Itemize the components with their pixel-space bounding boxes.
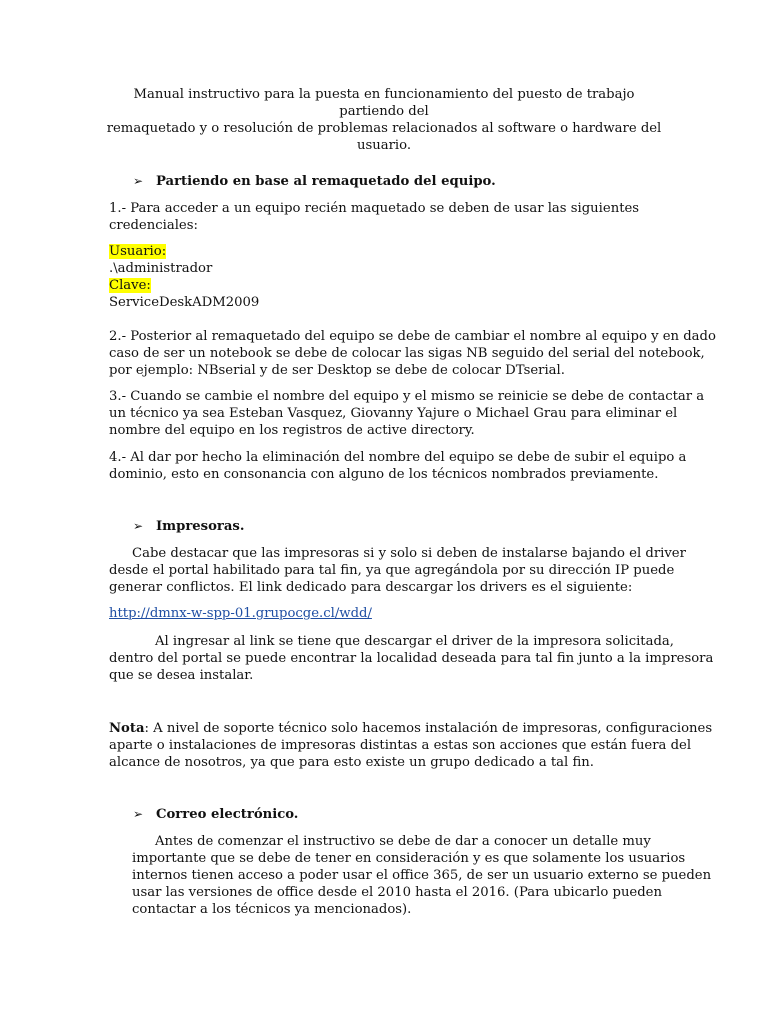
clave-label: Clave: [109, 278, 151, 293]
step-3-paragraph: 3.- Cuando se cambie el nombre del equipo y el mismo se reinicie se debe de contactar a un técnico ya sea Esteban Vasquez, Giovanny Yajure o Michael Grau para eliminar el nombre del equipo en los registros de active directory. [109, 389, 705, 438]
title-line: usuario. [356, 138, 412, 153]
arrow-bullet-icon: ➢ [133, 807, 144, 821]
step-4-paragraph: 4.- Al dar por hecho la eliminación del nombre del equipo se debe de subir el equipo a dominio, esto en consonancia con alguno de los técnicos nombrados previamente. [109, 450, 687, 482]
nota-paragraph: Nota: A nivel de soporte técnico solo hacemos instalación de impresoras, configuraciones aparte o instalaciones de impresoras distintas a estas son acciones que están fuera del alcance de nosotros, ya que para esto existe un grupo dedicado a tal fin. [109, 721, 713, 770]
driver-link-line [109, 605, 372, 622]
section-heading-correo: Correo electrónico. [156, 807, 299, 822]
impresoras-paragraph: Cabe destacar que las impresoras si y solo si deben de instalarse bajando el driver desde el portal habilitado para tal fin, ya que agregándola por su dirección IP puede generar conflictos. El link dedicado para descargar los drivers es el siguiente: [109, 546, 686, 595]
credentials-block [109, 243, 259, 311]
title-line: remaquetado y o resolución de problemas relacionados al software o hardware del [106, 121, 662, 136]
arrow-bullet-icon: ➢ [133, 174, 144, 188]
usuario-label: Usuario: [109, 244, 167, 259]
section-heading-remaquetado: Partiendo en base al remaquetado del equipo. [156, 174, 496, 189]
nota-label: Nota [109, 721, 145, 736]
usuario-value: .\administrador [109, 261, 213, 276]
arrow-bullet-icon: ➢ [133, 519, 144, 533]
step-1-paragraph: 1.- Para acceder a un equipo recién maquetado se deben de usar las siguientes credenciales: [109, 201, 640, 233]
step-2-paragraph: 2.- Posterior al remaquetado del equipo se debe de cambiar el nombre al equipo y en dado caso de ser un notebook se debe de colocar las sigas NB seguido del serial del notebook, por ejemplo: NBserial y de ser Desktop se debe de colocar DTserial. [109, 329, 716, 378]
document-title [100, 86, 668, 154]
driver-portal-link[interactable]: http://dmnx-w-spp-01.grupocge.cl/wdd/ [109, 606, 372, 621]
section-heading-impresoras: Impresoras. [156, 519, 245, 534]
impresoras-paragraph-2: Al ingresar al link se tiene que descargar el driver de la impresora solicitada, dentro del portal se puede encontrar la localidad deseada para tal fin junto a la impresora que se desea instalar. [109, 634, 714, 683]
title-line: Manual instructivo para la puesta en funcionamiento del puesto de trabajo partiendo del [133, 87, 635, 119]
correo-paragraph: Antes de comenzar el instructivo se debe de dar a conocer un detalle muy importante que se debe de tener en consideración y es que solamente los usuarios internos tienen acceso a poder usar el office 365, de ser un usuario externo se pueden usar las versiones de office desde el 2010 hasta el 2016. (Para ubicarlo pueden contactar a los técnicos ya mencionados). [132, 834, 712, 917]
clave-value: ServiceDeskADM2009 [109, 295, 260, 310]
